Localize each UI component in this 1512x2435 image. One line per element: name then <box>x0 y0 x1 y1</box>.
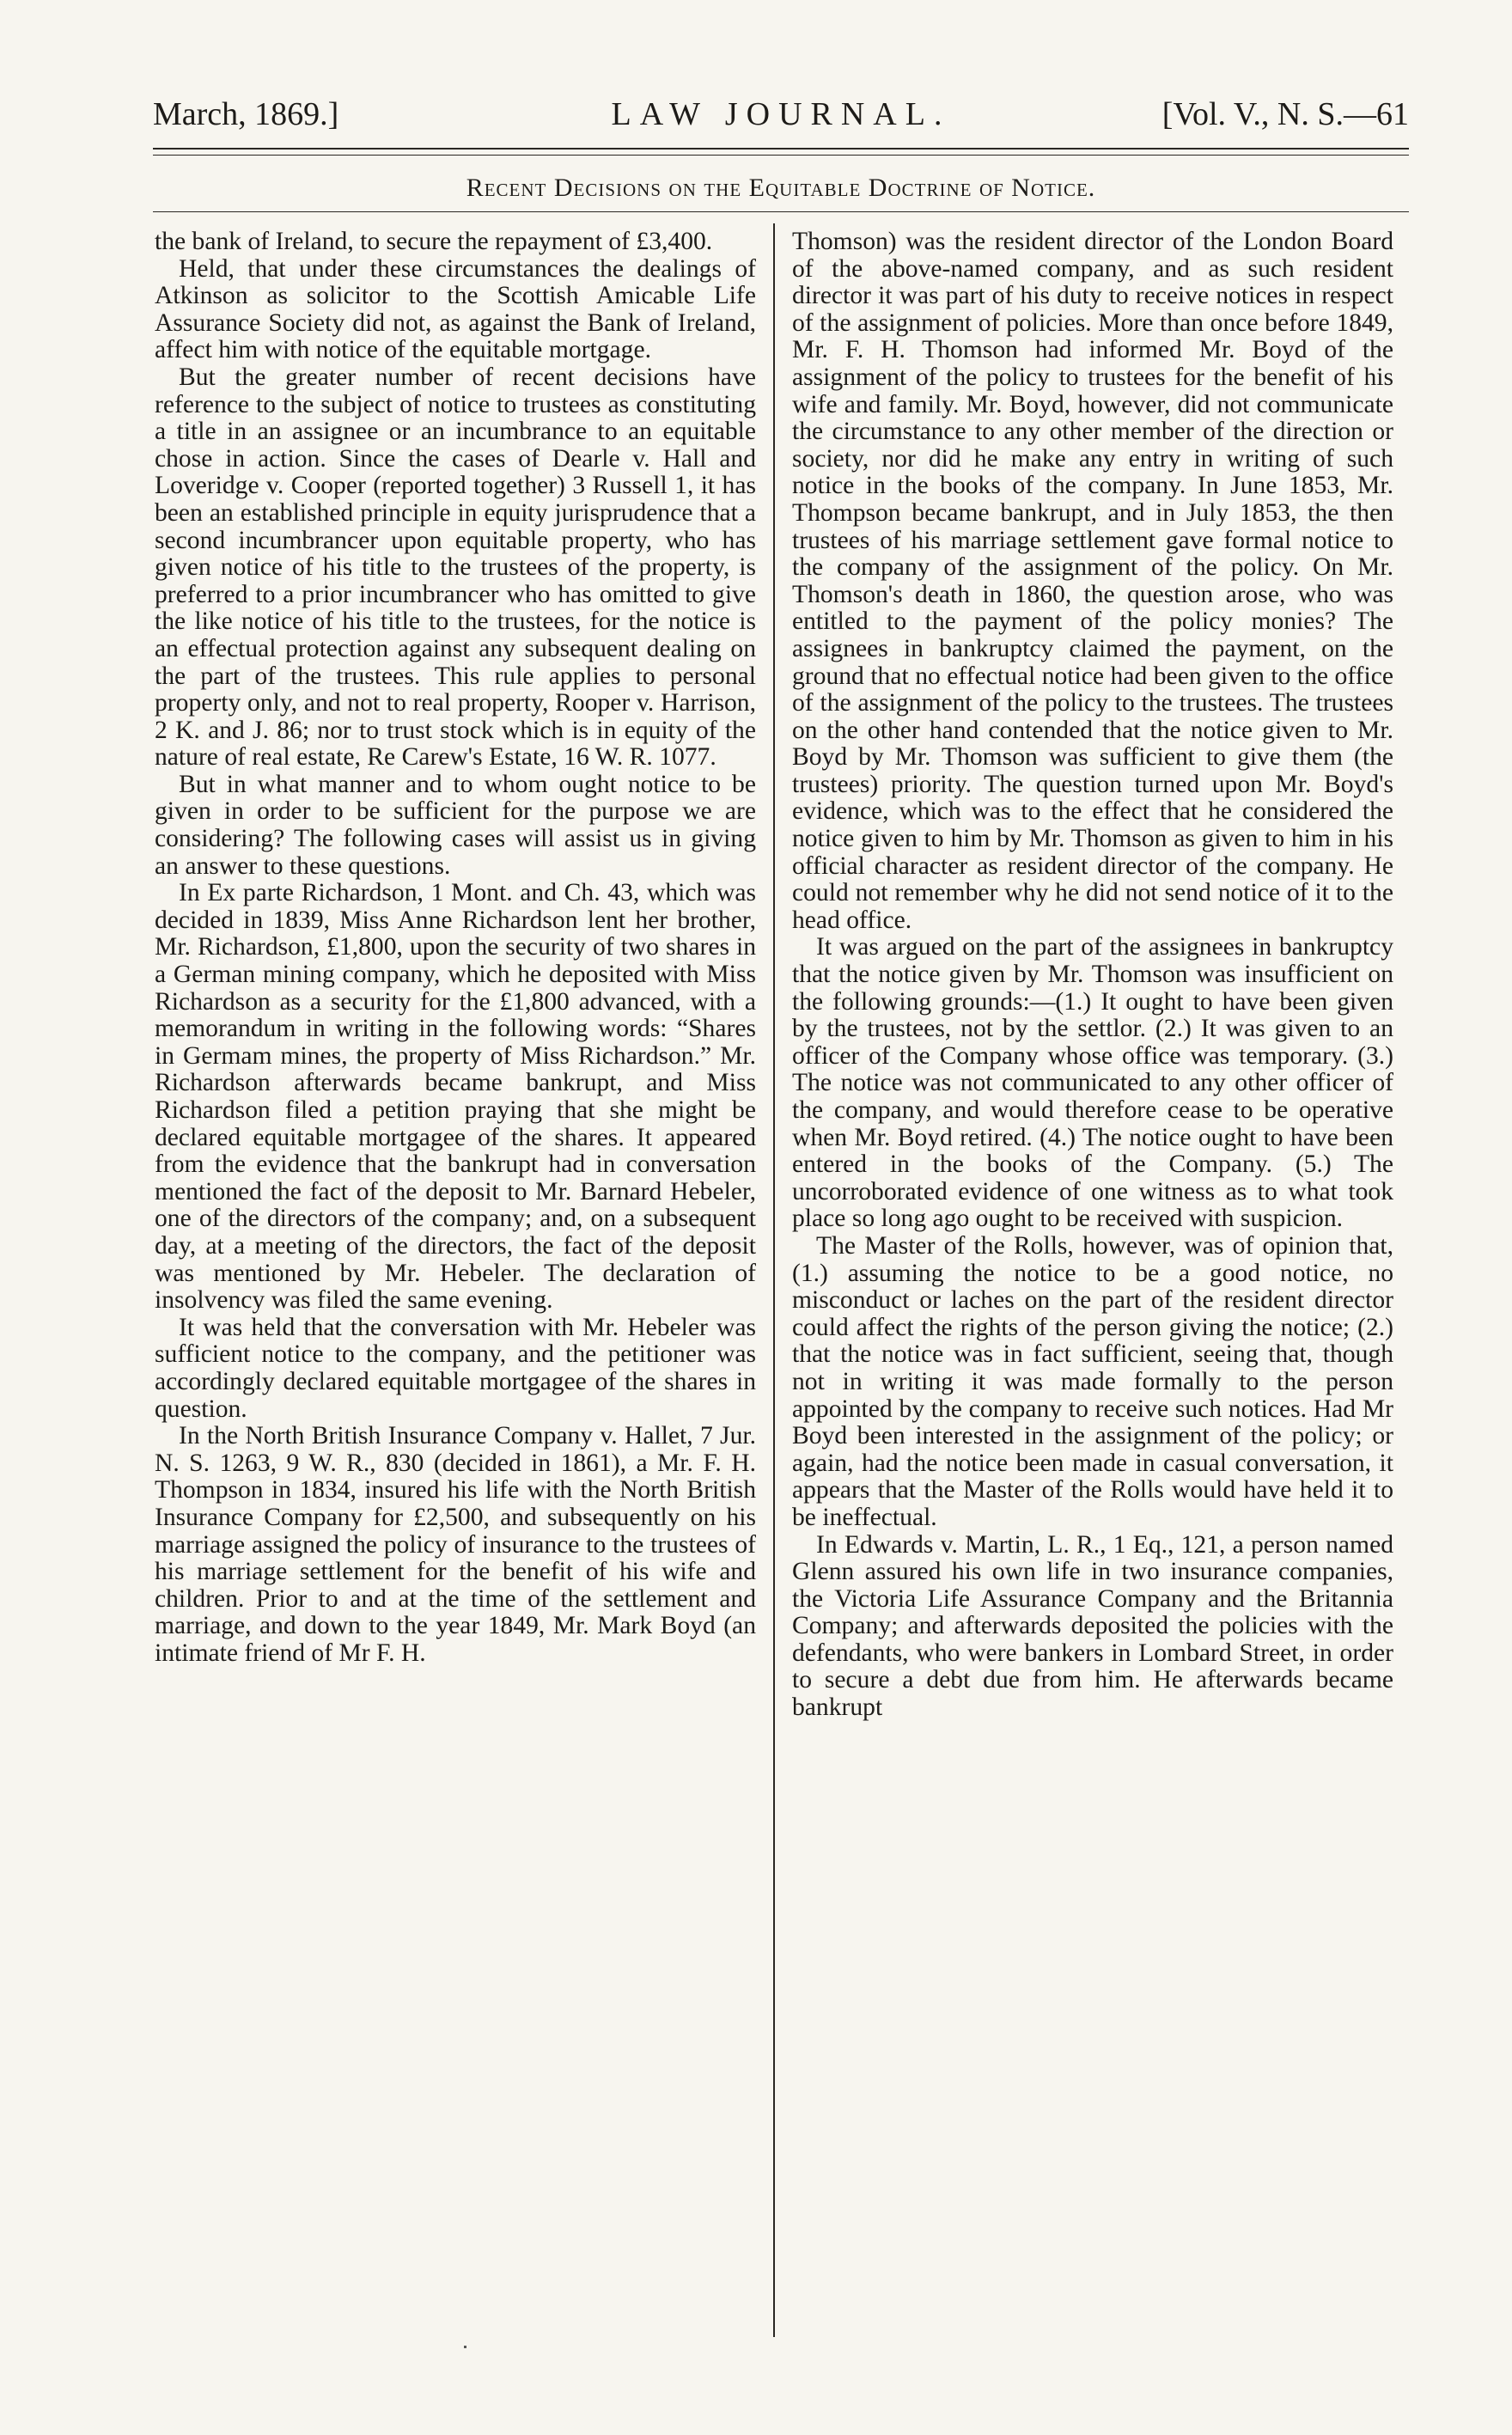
running-head <box>153 90 1409 138</box>
paragraph: It was argued on the part of the assignees in bankruptcy that the notice given by Mr. Thomson was insufficient on the following grounds:—(1.) It ought to have been given by the trustees, not by the settlor. (2.) It was given to an officer of the Company whose office was temporary. (3.) The notice was not communicated to any other officer of the company, and would therefore cease to be operative when Mr. Boyd retired. (4.) The notice ought to have been entered in the books of the Company. (5.) The uncorroborated evidence of one witness as to what took place so long ago ought to be received with suspicion. <box>792 933 1393 1233</box>
paragraph: In Ex parte Richardson, 1 Mont. and Ch. 43, which was decided in 1839, Miss Anne Richardson lent her brother, Mr. Richardson, £1,800, upon the security of two shares in a German mining company, which he deposited with Miss Richardson as a security for the £1,800 advanced, with a memorandum in writing in the following words: “Shares in Germam mines, the property of Miss Richardson.” Mr. Richardson afterwards became bankrupt, and Miss Richardson filed a petition praying that she might be declared equitable mortgagee of the shares. It appeared from the evidence that the bankrupt had in conversation mentioned the fact of the deposit to Mr. Barnard Hebeler, one of the directors of the company; and, on a subsequent day, at a meeting of the directors, the fact of the deposit was mentioned by Mr. Hebeler. The declaration of insolvency was filed the same evening. <box>155 879 756 1315</box>
paragraph: But the greater number of recent decisions have reference to the subject of notice to trustees as constituting a title in an assignee or an incumbrance to an equitable chose in action. Since the cases of Dearle v. Hall and Loveridge v. Cooper (reported together) 3 Russell 1, it has been an established principle in equity jurisprudence that a second incumbrancer upon equitable property, who has given notice of his title to the trustees of the property, is preferred to a prior incumbrancer who has omitted to give the like notice of his title to the trustees, for the notice is an effectual protection against any subsequent dealing on the part of the trustees. This rule applies to personal property only, and not to real property, Rooper v. Harrison, 2 K. and J. 86; nor to trust stock which is in equity of the nature of real estate, Re Carew's Estate, 16 W. R. 1077. <box>155 363 756 772</box>
title-rule <box>153 211 1409 212</box>
paragraph: The Master of the Rolls, however, was of opinion that, (1.) assuming the notice to be a good notice, no misconduct or laches on the part of the resident director could affect the rights of the person giving the notice; (2.) that the notice was in fact sufficient, seeing that, though not in writing it was made formally to the person appointed by the company to receive such notices. Had Mr Boyd been interested in the assignment of the policy; or again, had the notice been made in casual conversation, it appears that the Master of the Rolls would have held it to be ineffectual. <box>792 1231 1393 1531</box>
issue-date: March, 1869.] <box>153 96 339 132</box>
section-title: Recent Decisions on the Equitable Doctrine of Notice. <box>466 174 1096 202</box>
print-speck <box>464 2346 466 2348</box>
paragraph: In the North British Insurance Company v. Hallet, 7 Jur. N. S. 1263, 9 W. R., 830 (decided in 1861), a Mr. F. H. Thompson in 1834, insured his life with the North British Insurance Company for £2,500, and subsequently on his marriage assigned the policy of insurance to the trustees of his marriage settlement for the benefit of his wife and children. Prior to and at the time of the settlement and marriage, and down to the year 1849, Mr. Mark Boyd (an intimate friend of Mr F. H. <box>155 1422 756 1667</box>
paragraph: In Edwards v. Martin, L. R., 1 Eq., 121, a person named Glenn assured his own life in two insurance companies, the Victoria Life Assurance Company and the Britannia Company; and afterwards deposited the policies with the defendants, who were bankers in Lombard Street, in order to secure a debt due from him. He afterwards became bankrupt <box>792 1530 1393 1722</box>
paragraph: It was held that the conversation with Mr. Hebeler was sufficient notice to the company, and the petitioner was accordingly declared equitable mortgagee of the shares in question. <box>155 1313 756 1423</box>
paragraph: Thomson) was the resident director of the London Board of the above-named company, and as such resident director it was part of his duty to receive notices in respect of the assignment of policies. More than once before 1849, Mr. F. H. Thomson had informed Mr. Boyd of the assignment of the policy to trustees for the benefit of his wife and family. Mr. Boyd, however, did not communicate the circumstance to any other member of the direction or society, nor did he make any entry in writing of such notice in the books of the company. In June 1853, Mr. Thompson became bankrupt, and in July 1853, the then trustees of his marriage settlement gave formal notice to the company of the assignment of the policy. On Mr. Thomson's death in 1860, the question arose, who was entitled to the payment of the policy monies? The assignees in bankruptcy claimed the payment, on the ground that no effectual notice had been given to the office of the assignment of the policy to the trustees. The trustees on the other hand contended that the notice given to Mr. Boyd by Mr. Thomson was sufficient to give them (the trustees) priority. The question turned upon Mr. Boyd's evidence, which was to the effect that he considered the notice given to him by Mr. Thomson as given to him in his official character as resident director of the company. He could not remember why he did not send notice of it to the head office. <box>792 228 1393 934</box>
paragraph: But in what manner and to whom ought notice to be given in order to be sufficient for the purpose we are considering? The following cases will assist us in giving an answer to these questions. <box>155 770 756 880</box>
journal-title: LAW JOURNAL. <box>611 96 951 132</box>
column-divider <box>773 223 775 2337</box>
header-double-rule <box>153 148 1409 156</box>
left-column <box>155 229 756 1667</box>
paragraph: Held, that under these circumstances the dealings of Atkinson as solicitor to the Scottish Amicable Life Assurance Society did not, as against the Bank of Ireland, affect him with notice of the equitable mortgage. <box>155 254 756 364</box>
right-column <box>792 229 1393 1722</box>
volume-page: [Vol. V., N. S.—61 <box>1161 96 1409 132</box>
paragraph: the bank of Ireland, to secure the repayment of £3,400. <box>155 228 713 255</box>
